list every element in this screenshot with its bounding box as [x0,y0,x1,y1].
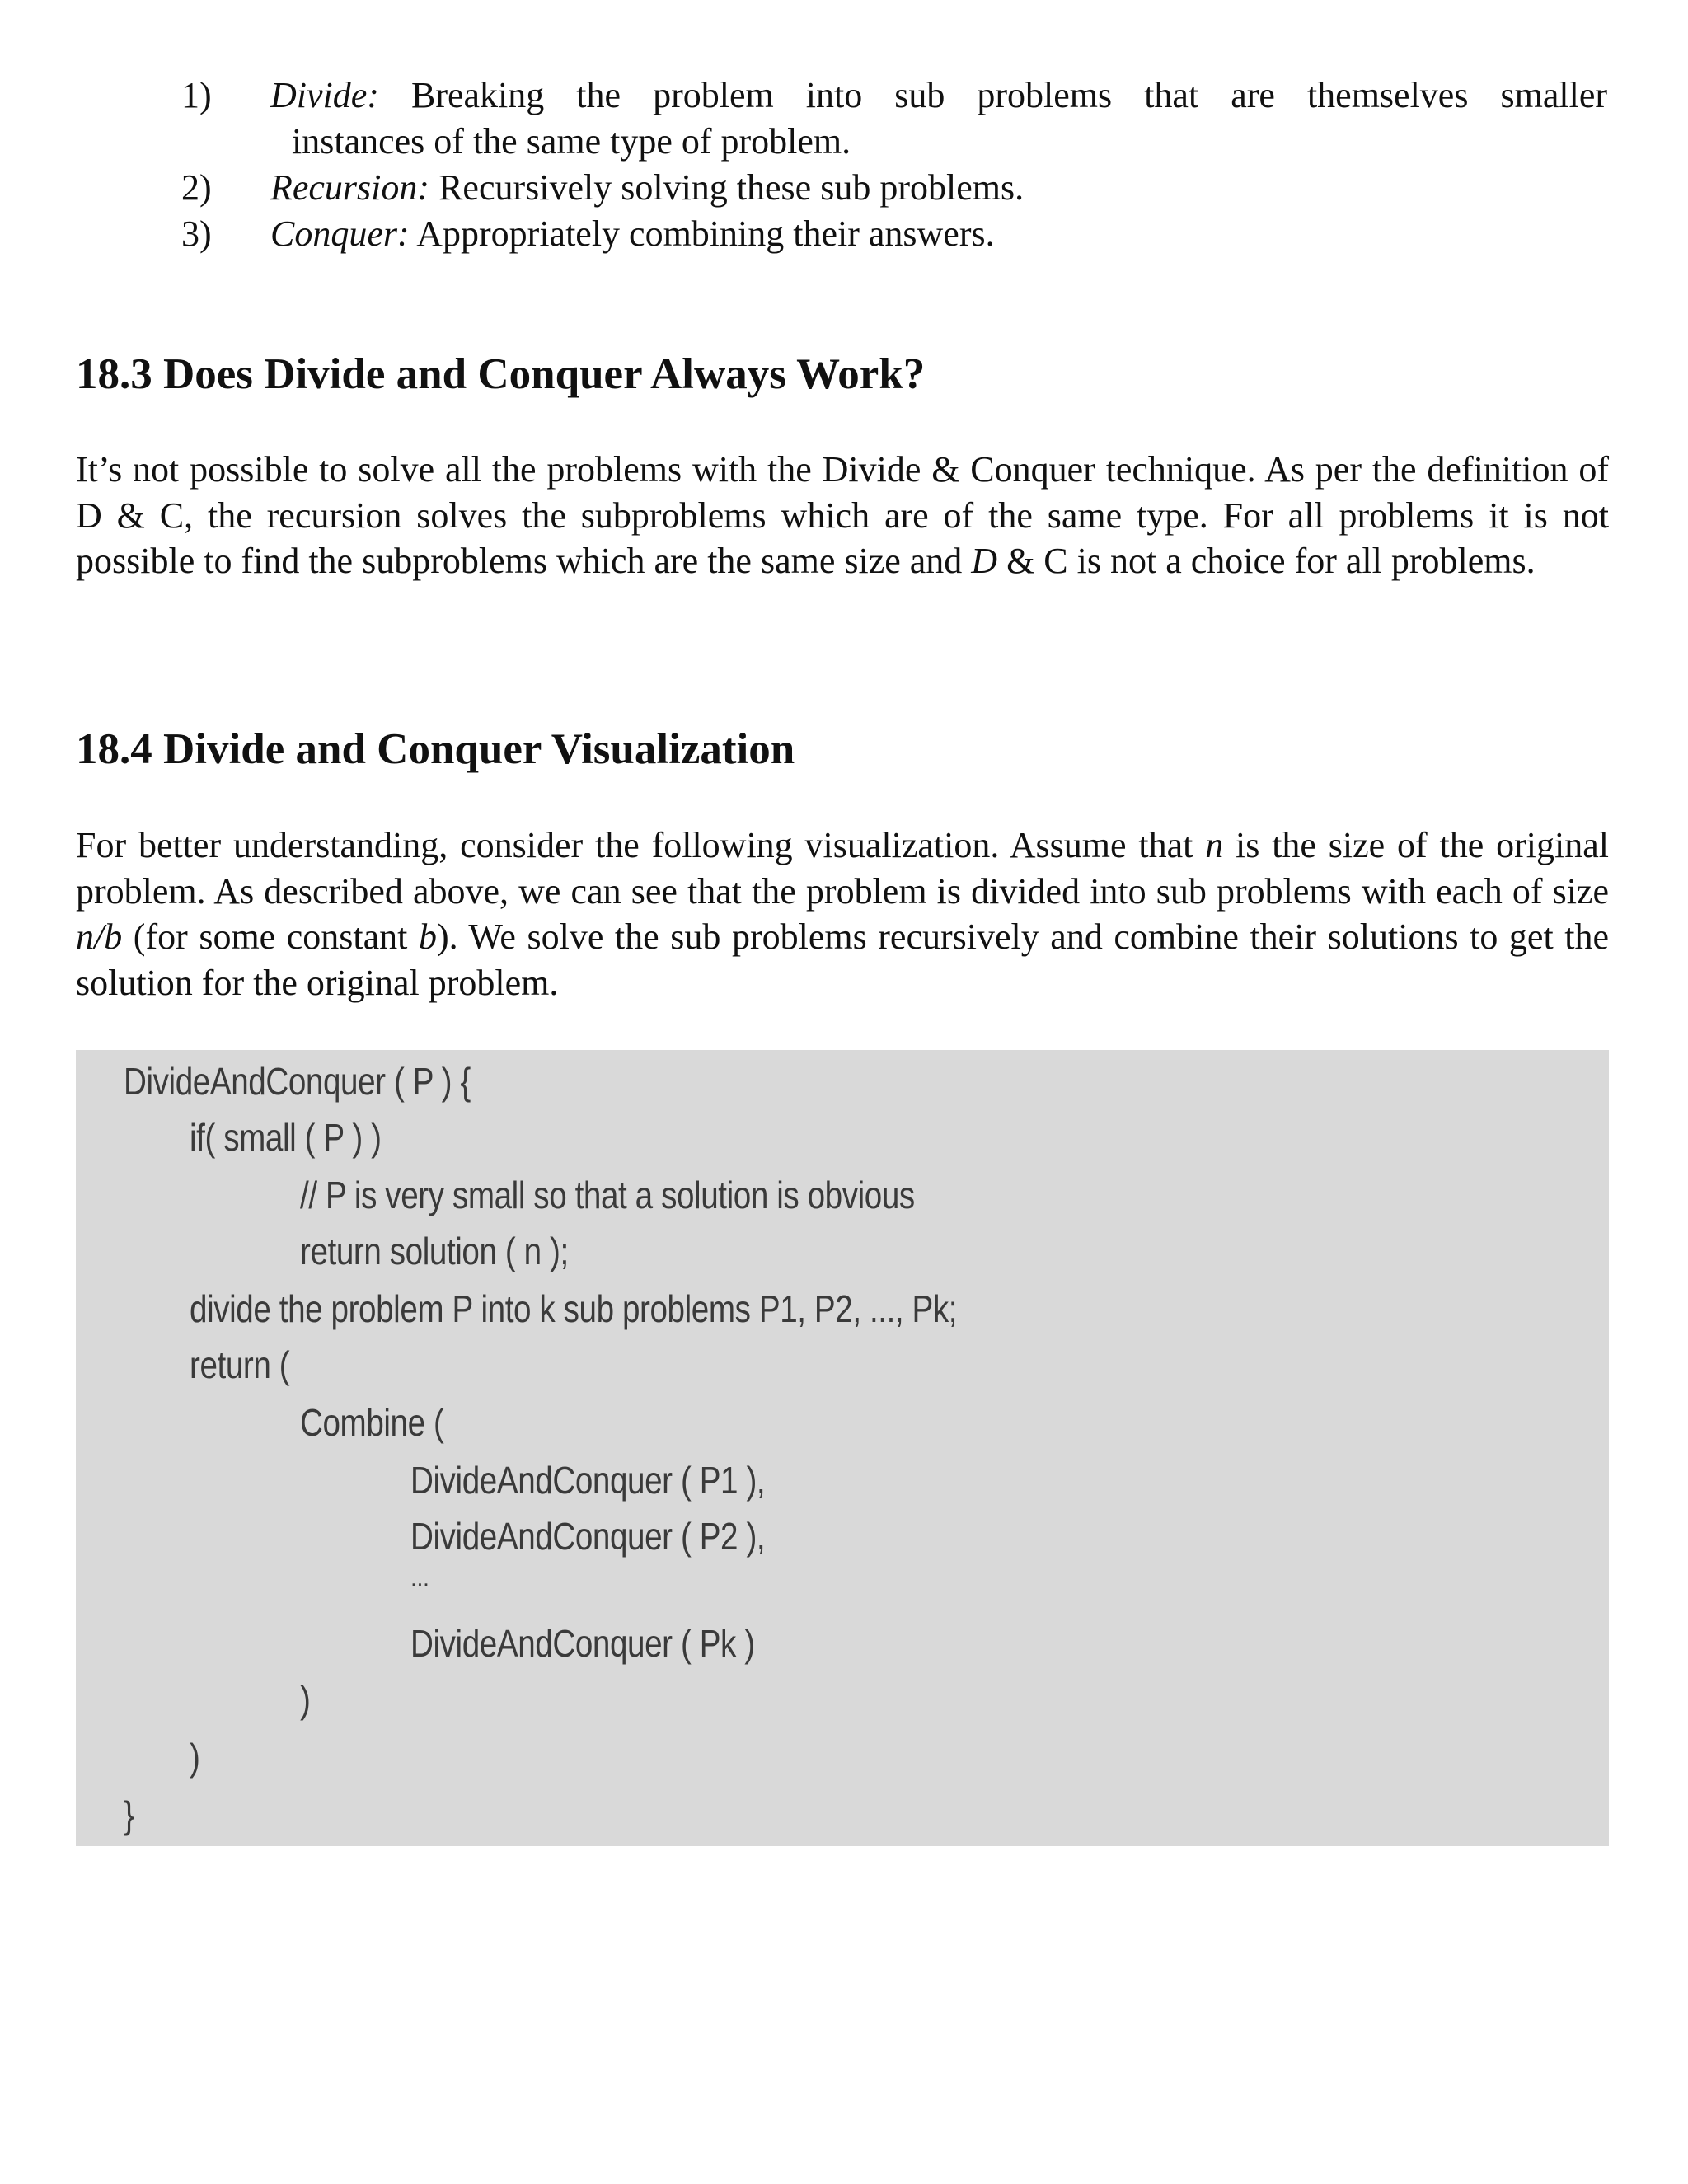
paragraph-text: (for some constant [122,916,419,957]
code-line: DivideAndConquer ( P ) { [124,1060,471,1103]
paragraph-emphasis: b [418,916,437,957]
step-item [181,211,1607,257]
step-first-line [270,73,1607,119]
paragraph-text: It’s not possible to solve all the problems with the Divide & Conquer technique. As per the definition of D & C, the recursion solves the subproblems which are of the same type. For all problems it is not possible to find the subproblems which are the same size and [76,449,1609,581]
step-term: Divide: [270,75,379,115]
paragraph-emphasis: n [1205,825,1224,865]
section-heading-18-3: 18.3 Does Divide and Conquer Always Work? [76,350,926,398]
paragraph-text: is the size of the original problem. As described above, we can see that the problem is divided into sub problems with each of size [76,825,1609,912]
steps-list [181,73,1607,257]
code-line: ) [300,1678,311,1721]
step-number: 3) [181,213,212,254]
code-line: } [124,1793,134,1836]
code-line: DivideAndConquer ( Pk ) [410,1622,755,1665]
code-line: ) [190,1736,200,1779]
step-continuation: instances of the same type of problem. [292,121,851,162]
paragraph-text: ). We solve the sub problems recursively and combine their solutions to get the solution for the original problem. [76,916,1610,1003]
step-number: 1) [181,75,212,115]
code-line: return ( [190,1343,290,1386]
step-item [181,165,1607,211]
paragraph-emphasis: D [971,541,998,581]
code-line: // P is very small so that a solution is obvious [300,1174,915,1216]
step-text: Breaking the problem into sub problems that are themselves smaller [410,75,1608,115]
step-text: Recursively solving these sub problems. [438,167,1025,208]
section-heading-18-4: 18.4 Divide and Conquer Visualization [76,725,795,773]
code-line: Combine ( [300,1401,444,1444]
paragraph-text: & C is not a choice for all problems. [997,541,1536,581]
section-paragraph-18-4 [76,823,1609,1005]
code-line: if( small ( P ) ) [190,1116,382,1159]
code-line: divide the problem P into k sub problems P1, P2, ..., Pk; [190,1287,958,1330]
section-paragraph-18-3 [76,447,1609,584]
code-line: DivideAndConquer ( P1 ), [410,1459,766,1502]
step-item [181,73,1607,165]
step-term: Conquer: [270,213,410,254]
step-term: Recursion: [270,167,430,208]
code-line: return solution ( n ); [300,1230,569,1272]
step-number: 2) [181,167,212,208]
pseudocode-figure [76,1050,1609,1846]
code-line: ... [410,1562,429,1593]
code-line: DivideAndConquer ( P2 ), [410,1515,766,1558]
step-text: Appropriately combining their answers. [416,213,995,254]
paragraph-emphasis: n/b [76,916,123,957]
paragraph-text: For better understanding, consider the following visualization. Assume that [76,825,1206,865]
